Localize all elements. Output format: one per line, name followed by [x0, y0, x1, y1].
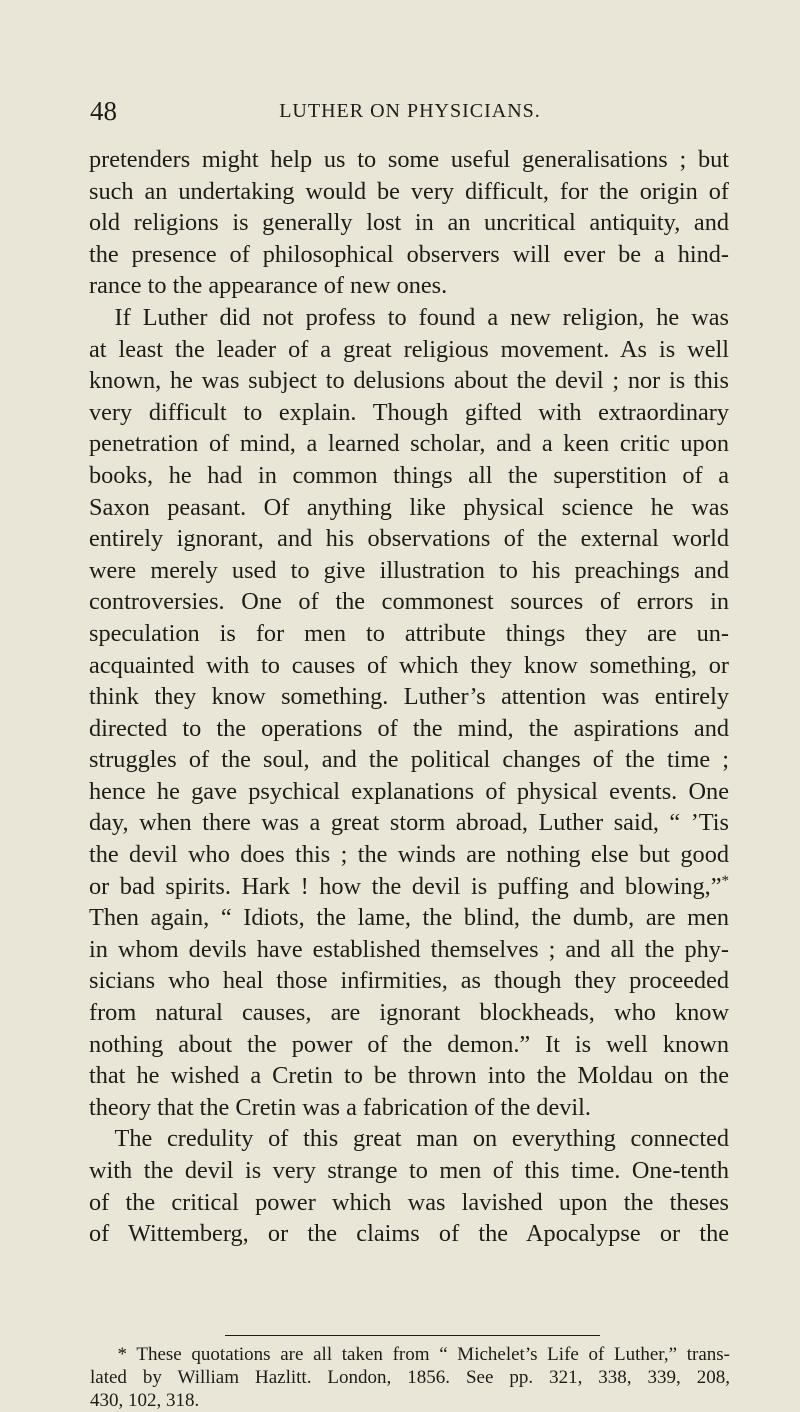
text-line: such an undertaking would be very difficult, for the origin of: [89, 177, 729, 205]
text-line: at least the leader of a great religious movement. As is well: [89, 335, 729, 363]
text-line: in whom devils have established themselves ; and all the phy-: [89, 935, 729, 963]
footnote: [90, 1343, 730, 1412]
text-line: If Luther did not profess to found a new religion, he was: [114, 303, 729, 331]
footnote-line: 430, 102, 318.: [90, 1390, 200, 1411]
paragraph-1: [89, 144, 729, 302]
text-line: pretenders might help us to some useful generalisations ; but: [89, 146, 729, 173]
text-line: penetration of mind, a learned scholar, and a keen critic upon: [89, 430, 729, 458]
text-line: controversies. One of the commonest sources of errors in: [89, 588, 729, 616]
text-line: books, he had in common things all the superstition of a: [89, 461, 729, 489]
text-line: theory that the Cretin was a fabrication of the devil.: [89, 1093, 591, 1121]
text-line: Then again, “ Idiots, the lame, the blind, the dumb, are men: [89, 904, 729, 932]
text-line: the devil who does this ; the winds are nothing else but good: [89, 841, 729, 869]
text-line: sicians who heal those infirmities, as though they proceeded: [89, 967, 729, 995]
text-line: acquainted with to causes of which they know something, or: [89, 651, 729, 679]
page-number: 48: [90, 96, 117, 126]
running-head: [90, 96, 730, 126]
text-line: known, he was subject to delusions about the devil ; nor is this: [89, 367, 729, 395]
footnote-divider: [225, 1335, 600, 1336]
text-line: of the critical power which was lavished upon the theses: [89, 1188, 729, 1216]
text-line: very difficult to explain. Though gifted with extraordinary: [89, 398, 729, 426]
text-line: speculation is for men to attribute things they are un-: [89, 619, 729, 647]
text-line: or bad spirits. Hark ! how the devil is puffing and blowing,”: [89, 872, 722, 900]
text-line: the presence of philosophical observers will ever be a hind-: [89, 240, 729, 268]
text-line: struggles of the soul, and the political changes of the time ;: [89, 746, 729, 774]
paragraph-3: [89, 1123, 729, 1249]
text-line: old religions is generally lost in an uncritical antiquity, and: [89, 209, 729, 237]
text-line-with-footnote-ref: [89, 871, 729, 903]
footnote-line: * These quotations are all taken from “ Michelet’s Life of Luther,” trans-: [117, 1344, 730, 1365]
running-title: LUTHER ON PHYSICIANS.: [279, 100, 541, 122]
text-line: think they know something. Luther’s attention was entirely: [89, 683, 729, 711]
text-line: hence he gave psychical explanations of physical events. One: [89, 777, 729, 805]
body-text: [89, 144, 729, 1250]
text-line: that he wished a Cretin to be thrown into the Moldau on the: [89, 1062, 729, 1090]
text-line: day, when there was a great storm abroad, Luther said, “ ’Tis: [89, 809, 729, 837]
text-line: rance to the appearance of new ones.: [89, 272, 448, 300]
text-line: with the devil is very strange to men of this time. One-tenth: [89, 1157, 729, 1184]
paragraph-2: [89, 302, 729, 1123]
text-line: from natural causes, are ignorant blockheads, who know: [89, 999, 729, 1027]
text-line: The credulity of this great man on everything connected: [114, 1125, 729, 1153]
text-line: nothing about the power of the demon.” It is well known: [89, 1030, 729, 1058]
text-line: entirely ignorant, and his observations of the external world: [89, 525, 729, 553]
text-line: were merely used to give illustration to his preachings and: [89, 556, 729, 584]
text-line: of Wittemberg, or the claims of the Apocalypse or the: [89, 1220, 729, 1248]
text-line: Saxon peasant. Of anything like physical science he was: [89, 493, 729, 521]
footnote-ref: *: [721, 872, 729, 889]
footnote-line: lated by William Hazlitt. London, 1856. See pp. 321, 338, 339, 208,: [90, 1367, 730, 1388]
text-line: directed to the operations of the mind, the aspirations and: [89, 714, 729, 742]
